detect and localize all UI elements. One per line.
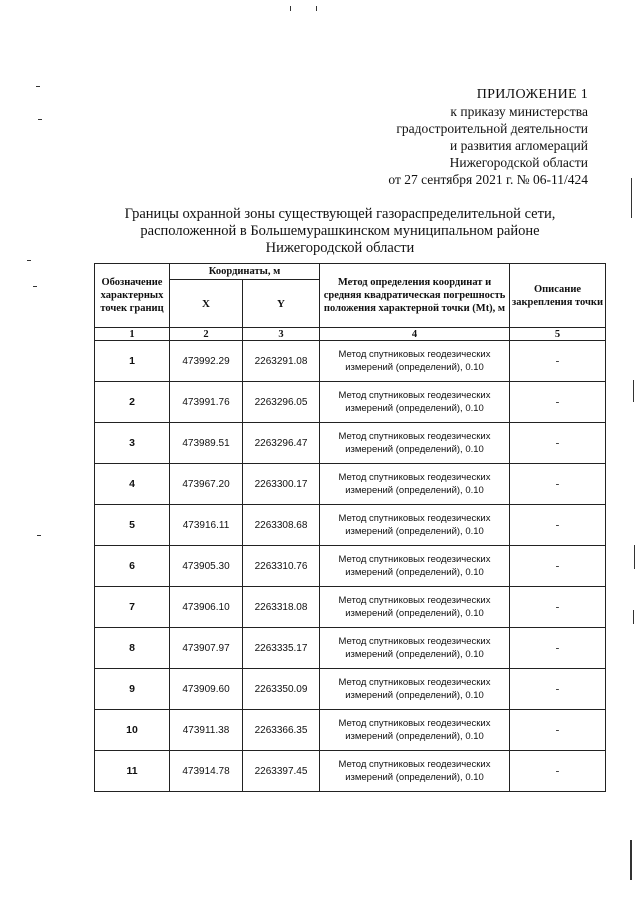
table-row bbox=[95, 423, 606, 464]
coordinates-table bbox=[94, 263, 606, 792]
title-line: Нижегородской области bbox=[265, 240, 415, 256]
table-row bbox=[95, 628, 606, 669]
title-line: Границы охранной зоны существующей газораспределительной сети, bbox=[124, 206, 556, 222]
coord-y: 2263291.08 bbox=[243, 341, 320, 382]
coord-x: 473909.60 bbox=[170, 669, 243, 710]
appendix-line: и развития агломераций bbox=[449, 138, 588, 153]
scan-mark bbox=[33, 286, 37, 287]
coord-y: 2263296.47 bbox=[243, 423, 320, 464]
header-method: Метод определения координат и средняя квадратическая погрешность положения характерной точки (Mt), м bbox=[320, 264, 510, 328]
coord-x: 473916.11 bbox=[170, 505, 243, 546]
table-row bbox=[95, 341, 606, 382]
description-cell: - bbox=[510, 464, 606, 505]
method-cell: Метод спутниковых геодезических измерений (определений), 0.10 bbox=[320, 505, 510, 546]
appendix-title: ПРИЛОЖЕНИЕ 1 bbox=[476, 87, 588, 102]
coord-x: 473967.20 bbox=[170, 464, 243, 505]
coord-y: 2263296.05 bbox=[243, 382, 320, 423]
method-cell: Метод спутниковых геодезических измерений (определений), 0.10 bbox=[320, 710, 510, 751]
table-row bbox=[95, 382, 606, 423]
method-cell: Метод спутниковых геодезических измерений (определений), 0.10 bbox=[320, 464, 510, 505]
header-coordinates: Координаты, м bbox=[170, 264, 320, 280]
method-cell: Метод спутниковых геодезических измерений (определений), 0.10 bbox=[320, 341, 510, 382]
method-cell: Метод спутниковых геодезических измерений (определений), 0.10 bbox=[320, 423, 510, 464]
header-point: Обозначение характерных точек границ bbox=[95, 264, 170, 328]
description-cell: - bbox=[510, 669, 606, 710]
description-cell: - bbox=[510, 751, 606, 792]
appendix-line: к приказу министерства bbox=[450, 104, 588, 119]
point-id: 6 bbox=[95, 546, 170, 587]
coord-y: 2263350.09 bbox=[243, 669, 320, 710]
column-number: 2 bbox=[170, 328, 243, 341]
point-id: 4 bbox=[95, 464, 170, 505]
scan-mark bbox=[38, 119, 42, 120]
coord-x: 473989.51 bbox=[170, 423, 243, 464]
point-id: 10 bbox=[95, 710, 170, 751]
coord-y: 2263318.08 bbox=[243, 587, 320, 628]
scan-mark bbox=[630, 840, 632, 880]
header-y: Y bbox=[243, 280, 320, 328]
coord-x: 473911.38 bbox=[170, 710, 243, 751]
coord-y: 2263308.68 bbox=[243, 505, 320, 546]
coord-x: 473907.97 bbox=[170, 628, 243, 669]
coord-y: 2263300.17 bbox=[243, 464, 320, 505]
scan-mark bbox=[27, 260, 31, 261]
method-cell: Метод спутниковых геодезических измерений (определений), 0.10 bbox=[320, 669, 510, 710]
coord-x: 473991.76 bbox=[170, 382, 243, 423]
scan-mark bbox=[631, 178, 632, 218]
coord-x: 473905.30 bbox=[170, 546, 243, 587]
point-id: 8 bbox=[95, 628, 170, 669]
description-cell: - bbox=[510, 587, 606, 628]
description-cell: - bbox=[510, 382, 606, 423]
method-cell: Метод спутниковых геодезических измерений (определений), 0.10 bbox=[320, 382, 510, 423]
appendix-line: градостроительной деятельности bbox=[396, 121, 588, 136]
coord-x: 473992.29 bbox=[170, 341, 243, 382]
table-row bbox=[95, 587, 606, 628]
description-cell: - bbox=[510, 628, 606, 669]
appendix-line: Нижегородской области bbox=[449, 155, 588, 170]
description-cell: - bbox=[510, 546, 606, 587]
coord-x: 473914.78 bbox=[170, 751, 243, 792]
document-title bbox=[60, 206, 620, 257]
scan-mark bbox=[36, 86, 40, 87]
description-cell: - bbox=[510, 505, 606, 546]
coord-y: 2263310.76 bbox=[243, 546, 320, 587]
scan-mark bbox=[634, 545, 635, 569]
point-id: 7 bbox=[95, 587, 170, 628]
coord-y: 2263366.35 bbox=[243, 710, 320, 751]
method-cell: Метод спутниковых геодезических измерений (определений), 0.10 bbox=[320, 628, 510, 669]
header-description: Описание закрепления точки bbox=[510, 264, 606, 328]
point-id: 5 bbox=[95, 505, 170, 546]
coord-y: 2263397.45 bbox=[243, 751, 320, 792]
column-number: 5 bbox=[510, 328, 606, 341]
scan-mark bbox=[633, 610, 634, 624]
column-number: 1 bbox=[95, 328, 170, 341]
description-cell: - bbox=[510, 423, 606, 464]
scan-mark bbox=[316, 6, 317, 11]
method-cell: Метод спутниковых геодезических измерений (определений), 0.10 bbox=[320, 587, 510, 628]
description-cell: - bbox=[510, 710, 606, 751]
method-cell: Метод спутниковых геодезических измерений (определений), 0.10 bbox=[320, 751, 510, 792]
point-id: 9 bbox=[95, 669, 170, 710]
point-id: 3 bbox=[95, 423, 170, 464]
description-cell: - bbox=[510, 341, 606, 382]
coord-x: 473906.10 bbox=[170, 587, 243, 628]
table-row bbox=[95, 464, 606, 505]
table-row bbox=[95, 505, 606, 546]
header-x: X bbox=[170, 280, 243, 328]
point-id: 2 bbox=[95, 382, 170, 423]
table-row bbox=[95, 546, 606, 587]
column-number: 4 bbox=[320, 328, 510, 341]
point-id: 1 bbox=[95, 341, 170, 382]
coord-y: 2263335.17 bbox=[243, 628, 320, 669]
appendix-date-line: от 27 сентября 2021 г. № 06-11/424 bbox=[388, 172, 588, 187]
point-id: 11 bbox=[95, 751, 170, 792]
scan-mark bbox=[290, 6, 291, 11]
method-cell: Метод спутниковых геодезических измерений (определений), 0.10 bbox=[320, 546, 510, 587]
table-row bbox=[95, 751, 606, 792]
appendix-block bbox=[388, 86, 588, 188]
scan-mark bbox=[633, 380, 634, 402]
scan-mark bbox=[37, 535, 41, 536]
table-row bbox=[95, 710, 606, 751]
table-row bbox=[95, 669, 606, 710]
title-line: расположенной в Большемурашкинском муниципальном районе bbox=[140, 223, 540, 239]
column-number: 3 bbox=[243, 328, 320, 341]
